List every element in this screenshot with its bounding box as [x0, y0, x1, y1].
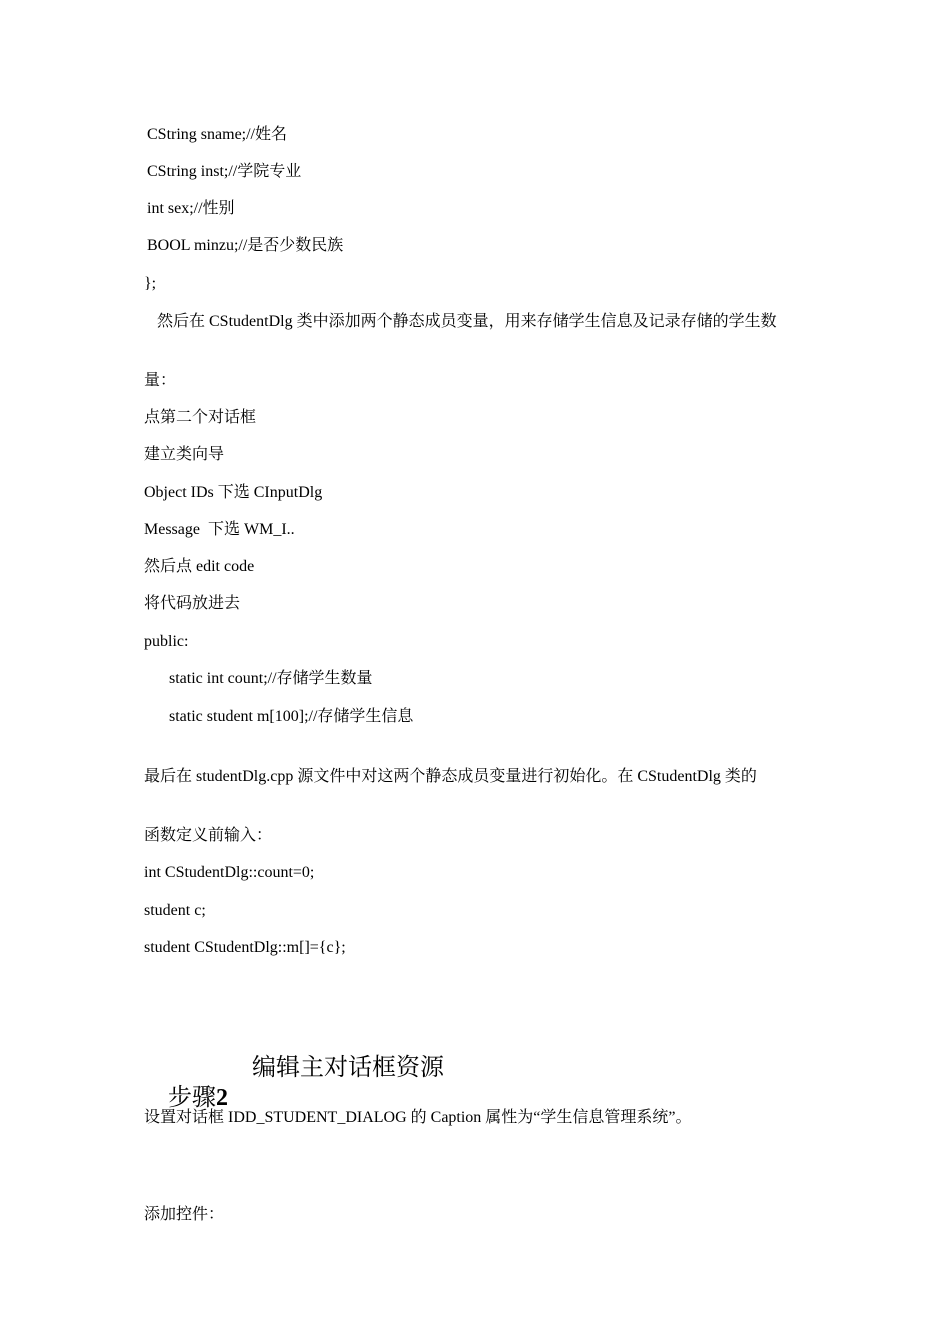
paragraph-caption: 设置对话框 IDD_STUDENT_DIALOG 的 Caption 属性为“学生信息管理系统”。 [144, 1109, 692, 1126]
code-line-public: public: [144, 633, 189, 650]
paragraph-static-members-line2: 量： [144, 372, 177, 389]
step-line-object-ids: Object IDs 下选 CInputDlg [144, 484, 323, 501]
code-line-sname: CString sname;//姓名 [147, 126, 288, 143]
paragraph-init-line2: 函数定义前输入： [144, 827, 273, 844]
code-line-init-array: student CStudentDlg::m[]={c}; [144, 939, 346, 956]
heading-number: 2 [216, 1085, 228, 1111]
code-line-student-c: student c; [144, 902, 206, 919]
heading-prefix: 步骤 [168, 1085, 216, 1111]
step-line-class-wizard: 建立类向导 [144, 446, 225, 463]
code-line-sex: int sex;//性别 [147, 200, 235, 217]
code-line-struct-end: }; [144, 275, 157, 292]
code-line-static-count: static int count;//存储学生数量 [169, 670, 373, 687]
heading-title: 编辑主对话框资源 [252, 1055, 444, 1081]
section-heading-step2 [144, 1053, 228, 1143]
paragraph-init-line1: 最后在 studentDlg.cpp 源文件中对这两个静态成员变量进行初始化。在 CStudentDlg 类的 [144, 768, 757, 785]
code-line-inst: CString inst;//学院专业 [147, 163, 302, 180]
step-line-edit-code: 然后点 edit code [144, 558, 255, 575]
paragraph-add-controls: 添加控件： [144, 1206, 225, 1223]
code-line-static-array: static student m[100];//存储学生信息 [169, 708, 414, 725]
code-line-minzu: BOOL minzu;//是否少数民族 [147, 237, 344, 254]
step-line-second-dialog: 点第二个对话框 [144, 409, 257, 426]
paragraph-static-members-line1: 然后在 CStudentDlg 类中添加两个静态成员变量，用来存储学生信息及记录存储的学生数 [157, 313, 777, 330]
code-line-init-count: int CStudentDlg::count=0; [144, 864, 315, 881]
step-line-paste-code: 将代码放进去 [144, 595, 241, 612]
step-line-message: Message 下选 WM_I.. [144, 521, 295, 538]
